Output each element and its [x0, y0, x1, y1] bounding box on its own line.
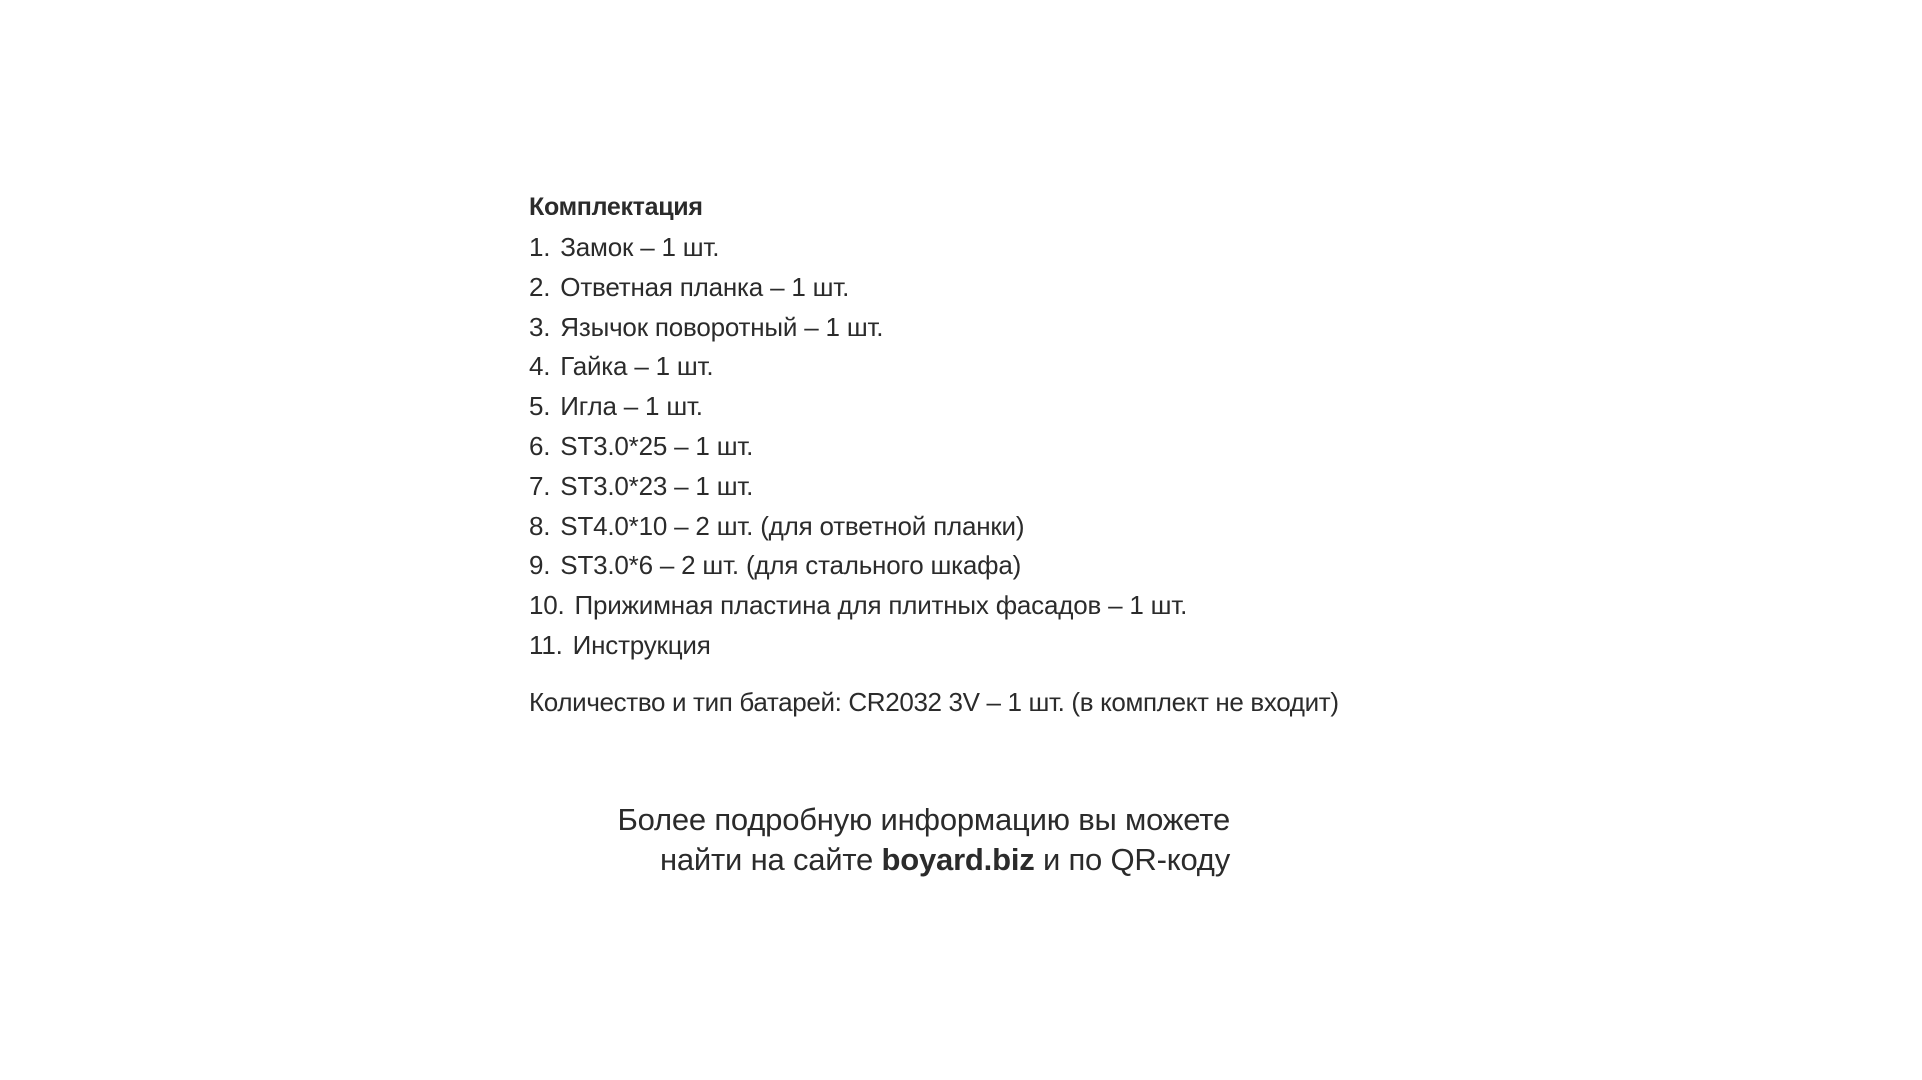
- website-link[interactable]: boyard.biz: [881, 842, 1035, 877]
- equipment-list: [529, 228, 1429, 666]
- footer-line-2: [617, 840, 1230, 880]
- item-text: Игла – 1 шт.: [560, 391, 703, 422]
- list-item: [529, 228, 1429, 268]
- item-text: Ответная планка – 1 шт.: [560, 271, 850, 302]
- list-item: [529, 546, 1429, 586]
- list-item: [529, 387, 1429, 427]
- item-text: Гайка – 1 шт.: [560, 351, 714, 382]
- item-text: Язычок поворотный – 1 шт.: [560, 311, 884, 342]
- item-text: Инструкция: [572, 629, 711, 660]
- item-number: 5.: [529, 391, 551, 422]
- list-item: [529, 467, 1429, 507]
- item-number: 11.: [529, 629, 563, 660]
- item-text: ST4.0*10 – 2 шт. (для ответной планки): [560, 510, 1025, 541]
- item-text: Прижимная пластина для плитных фасадов – 1 шт.: [574, 590, 1188, 621]
- list-item: [529, 308, 1429, 348]
- equipment-section: [529, 188, 1429, 722]
- list-item: [529, 626, 1429, 666]
- item-number: 4.: [529, 351, 551, 382]
- footer-line-2-prefix: найти на сайте: [659, 842, 882, 877]
- item-text: Замок – 1 шт.: [560, 232, 720, 262]
- item-number: 2.: [529, 271, 551, 302]
- item-number: 6.: [529, 430, 551, 461]
- item-text: ST3.0*6 – 2 шт. (для стального шкафа): [560, 550, 1022, 581]
- section-heading: Комплектация: [529, 193, 703, 221]
- item-text: ST3.0*25 – 1 шт.: [560, 430, 754, 461]
- item-number: 8.: [529, 510, 551, 541]
- item-number: 7.: [529, 470, 551, 501]
- item-text: ST3.0*23 – 1 шт.: [560, 470, 754, 501]
- list-item: [529, 586, 1429, 626]
- more-info-footer: [617, 800, 1230, 880]
- list-item: [529, 507, 1429, 547]
- item-number: 3.: [529, 311, 551, 342]
- item-number: 10.: [529, 590, 565, 621]
- footer-line-1: Более подробную информацию вы можете: [617, 802, 1230, 837]
- battery-info: Количество и тип батарей: CR2032 3V – 1 шт. (в комплект не входит): [529, 686, 1339, 717]
- item-number: 9.: [529, 550, 551, 581]
- list-item: [529, 347, 1429, 387]
- footer-line-2-suffix: и по QR-коду: [1034, 842, 1230, 877]
- list-item: [529, 268, 1429, 308]
- list-item: [529, 427, 1429, 467]
- item-number: 1.: [529, 232, 551, 262]
